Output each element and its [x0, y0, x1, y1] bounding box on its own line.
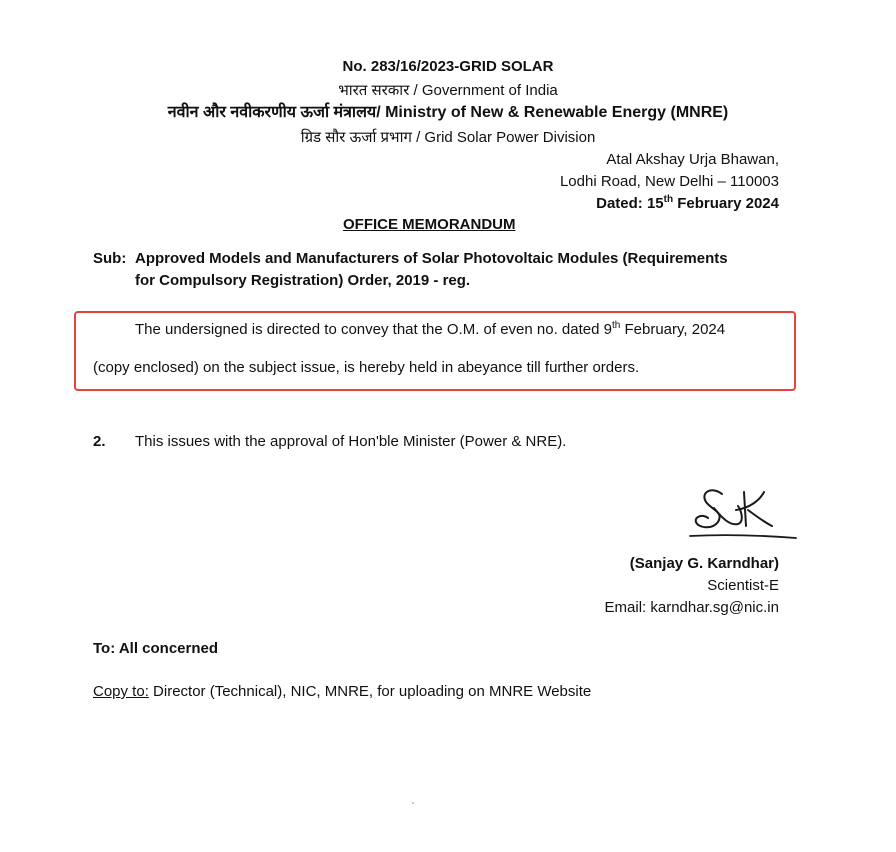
signatory-name: (Sanjay G. Karndhar): [629, 555, 779, 572]
para1-line-1: [135, 322, 725, 337]
to-line: To: All concerned: [93, 640, 219, 657]
address-line-1: Atal Akshay Urja Bhawan,: [606, 151, 779, 168]
ministry-line: नवीन और नवीकरणीय ऊर्जा मंत्रालय/ Ministry of New & Renewable Energy (MNRE): [167, 104, 729, 121]
para2-number: 2.: [93, 433, 106, 450]
signature-image: [660, 482, 800, 552]
subject-label: Sub:: [93, 250, 127, 267]
address-line-2: Lodhi Road, New Delhi – 110003: [559, 173, 779, 190]
reference-number: No. 283/16/2023-GRID SOLAR: [342, 58, 554, 75]
date-ordinal: th: [663, 194, 674, 205]
government-line: भारत सरकार / Government of India: [338, 82, 558, 99]
subject-line-1: Approved Models and Manufacturers of Solar Photovoltaic Modules (Requirements: [135, 250, 728, 267]
copy-to-label: Copy to:: [93, 683, 149, 700]
para1-line-1-suffix: February, 2024: [620, 321, 726, 338]
copy-to-line: [93, 684, 591, 699]
para1-line-2: (copy enclosed) on the subject issue, is hereby held in abeyance till further orders.: [93, 359, 640, 376]
date-prefix: Dated: 15: [596, 195, 664, 212]
date-line: [596, 196, 779, 211]
memo-title: OFFICE MEMORANDUM: [343, 216, 516, 233]
para1-ordinal: th: [611, 320, 621, 331]
subject-line-2: for Compulsory Registration) Order, 2019 - reg.: [135, 272, 471, 289]
copy-to-text: Director (Technical), NIC, MNRE, for uploading on MNRE Website: [148, 683, 592, 700]
para1-line-1-prefix: The undersigned is directed to convey that the O.M. of even no. dated 9: [135, 321, 612, 338]
date-suffix: February 2024: [673, 195, 779, 212]
division-line: ग्रिड सौर ऊर्जा प्रभाग / Grid Solar Power Division: [300, 129, 596, 146]
para2-text: This issues with the approval of Hon'ble Minister (Power & NRE).: [135, 433, 567, 450]
signatory-email: Email: karndhar.sg@nic.in: [604, 599, 779, 616]
signatory-designation: Scientist-E: [707, 577, 779, 594]
scan-speck: [412, 802, 414, 804]
